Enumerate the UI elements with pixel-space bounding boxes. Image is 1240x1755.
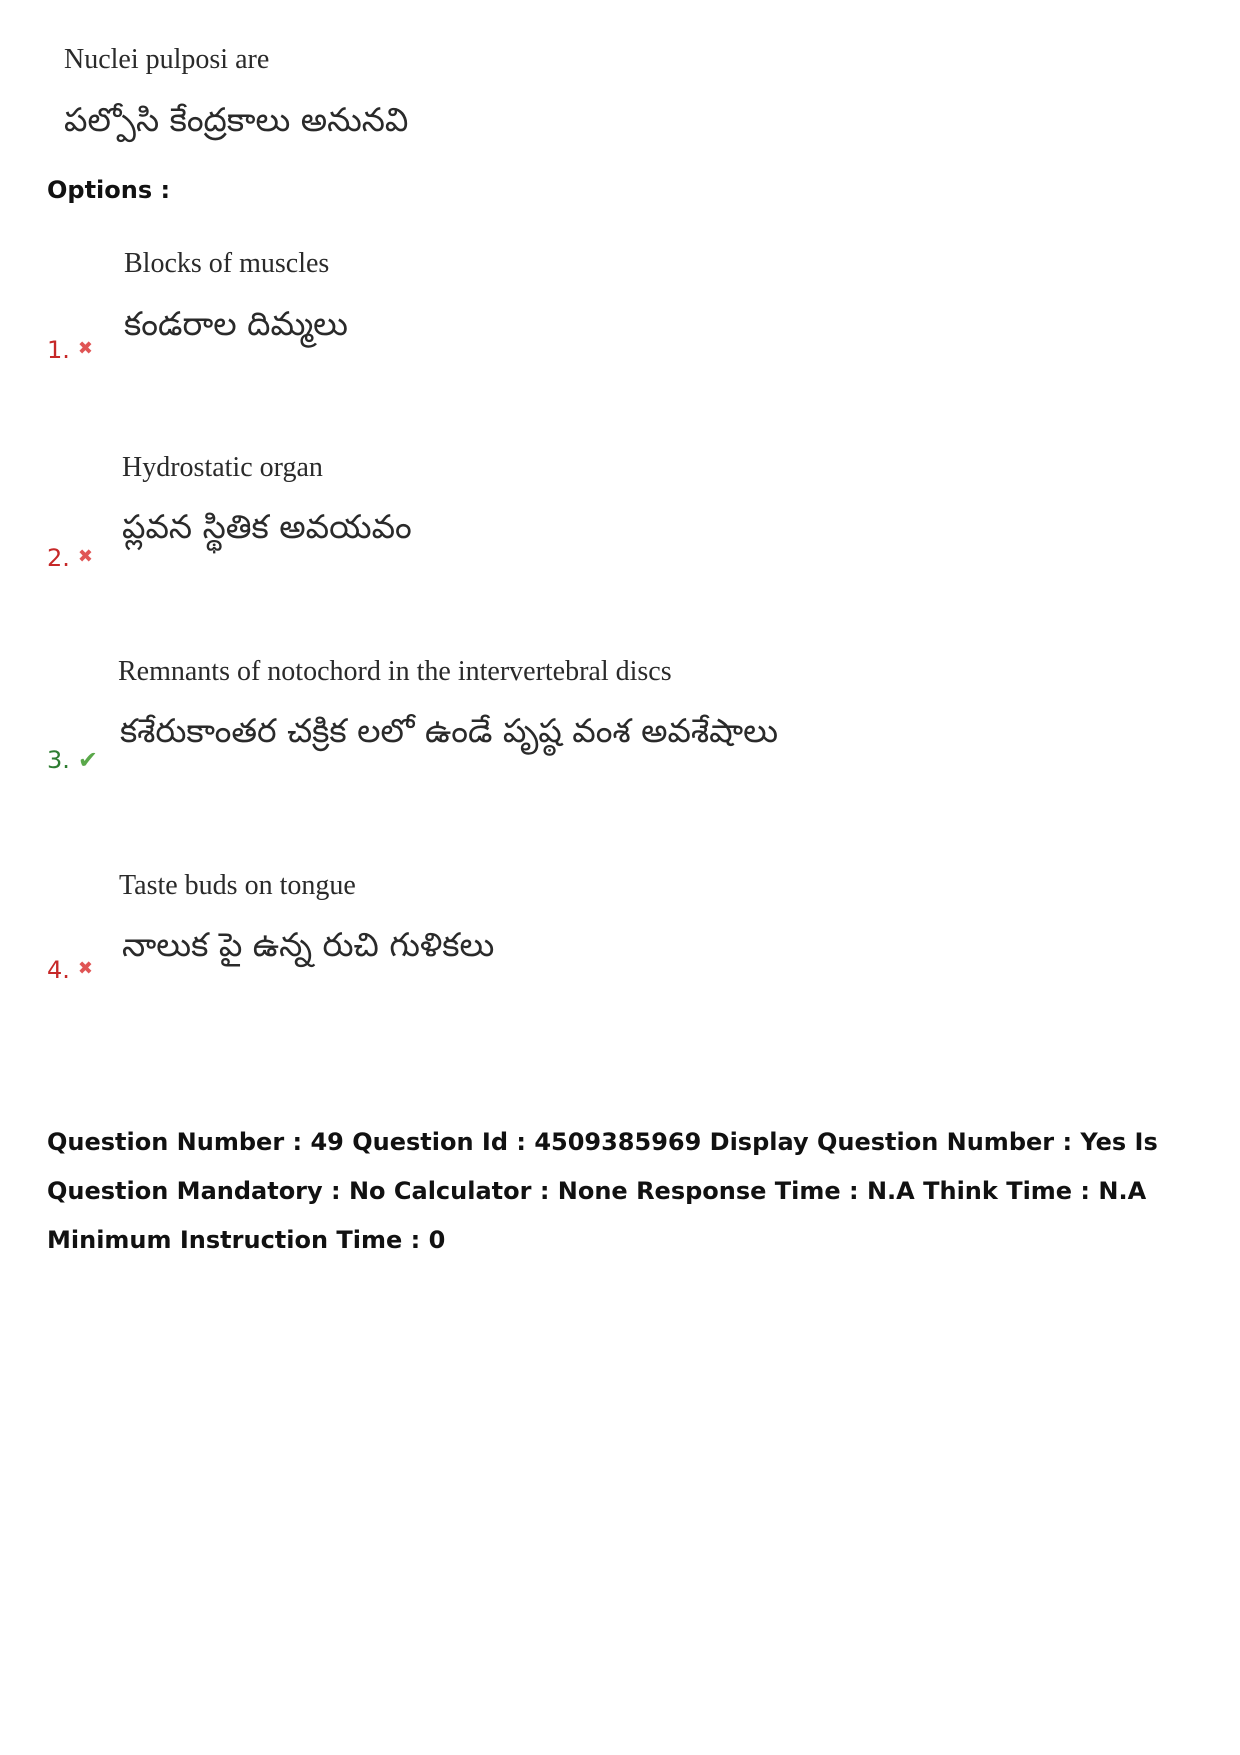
question-text-telugu: పల్పోసి కేంద్రకాలు అనునవి — [64, 100, 409, 139]
option-4-number: 4. — [47, 956, 70, 984]
option-1-label — [47, 336, 93, 364]
check-icon: ✔ — [77, 746, 99, 774]
option-2-number: 2. — [47, 544, 70, 572]
option-4-label — [47, 956, 93, 984]
cross-icon: ✖ — [77, 338, 93, 359]
option-1-text-telugu: కండరాల దిమ్మలు — [124, 304, 348, 343]
option-3-text-telugu: కశేరుకాంతర చక్రిక లలో ఉండే పృష్ఠ వంశ అవశేషాలు — [120, 711, 778, 750]
option-2-text-telugu: ప్లవన స్థితిక అవయవం — [122, 507, 412, 546]
option-4-text-english: Taste buds on tongue — [119, 870, 356, 901]
cross-icon: ✖ — [77, 958, 93, 979]
question-metadata: Question Number : 49 Question Id : 4509385969 Display Question Number : Yes Is Question Mandatory : No Calculator : None Response Time : N.A Think Time : N.A Minimum Instruction Time : 0 — [47, 1128, 1158, 1254]
option-3-text-english: Remnants of notochord in the intervertebral discs — [118, 656, 672, 687]
option-3-number: 3. — [47, 746, 70, 774]
option-4-text-telugu: నాలుక పై ఉన్న రుచి గుళికలు — [122, 925, 495, 964]
option-2-text-english: Hydrostatic organ — [122, 452, 323, 483]
option-1-text-english: Blocks of muscles — [124, 248, 330, 279]
option-1-number: 1. — [47, 336, 70, 364]
options-heading: Options : — [47, 176, 171, 204]
cross-icon: ✖ — [77, 546, 93, 567]
option-3-label — [47, 746, 98, 774]
option-2-label — [47, 544, 93, 572]
question-text-english: Nuclei pulposi are — [64, 44, 270, 75]
